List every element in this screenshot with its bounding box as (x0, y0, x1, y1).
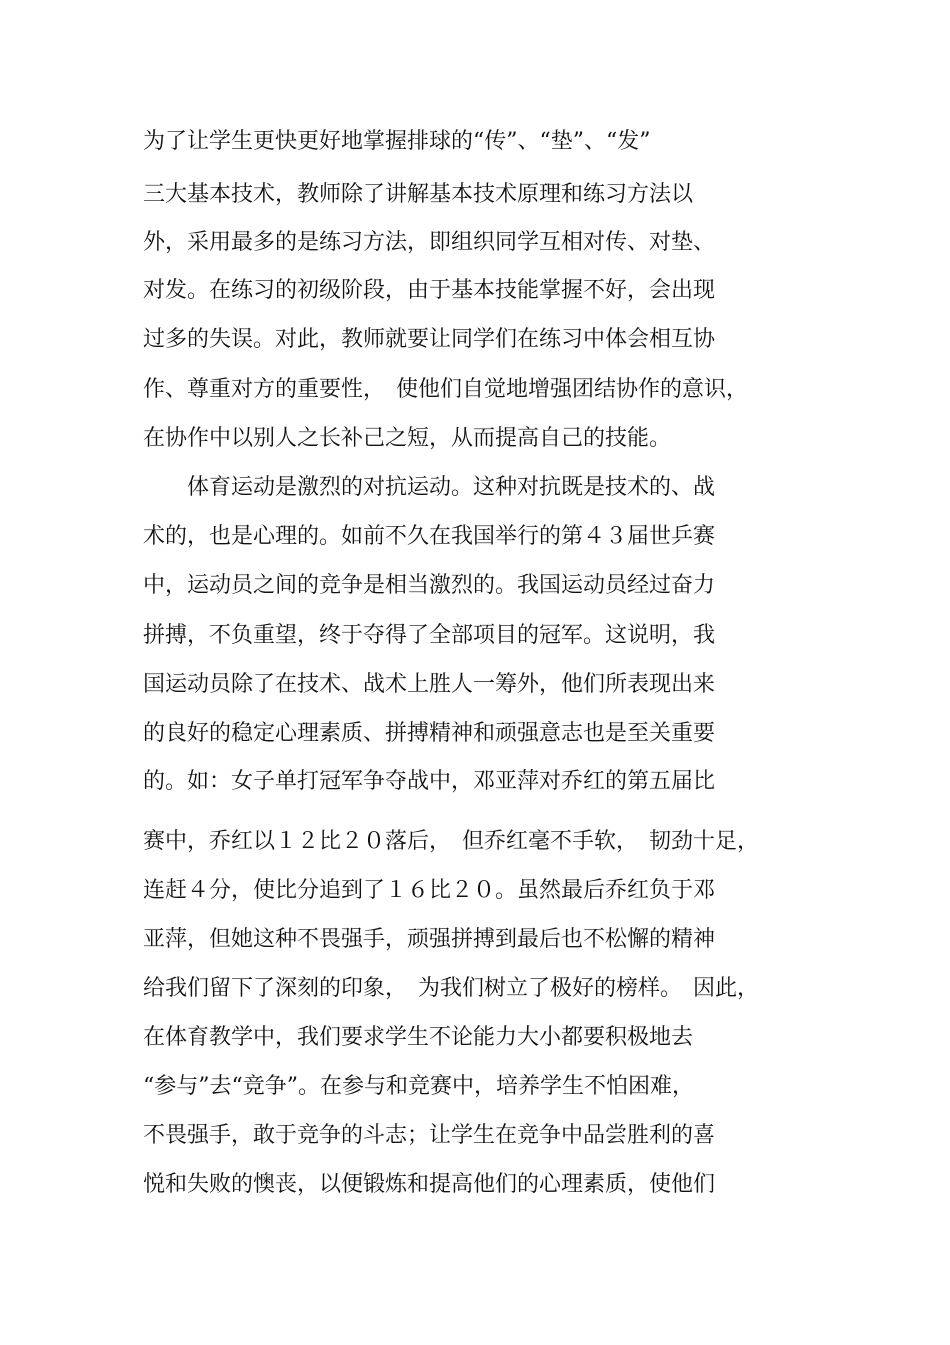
text-line: “参与”去“竞争”。在参与和竞赛中，培养学生不怕困难， (143, 1074, 694, 1099)
text-line: 拼搏，不负重望，终于夺得了全部项目的冠军。这说明，我 (143, 623, 716, 648)
text-line: 对发。在练习的初级阶段，由于基本技能掌握不好，会出现 (143, 278, 716, 303)
text-line: 三大基本技术，教师除了讲解基本技术原理和练习方法以 (143, 182, 694, 207)
text-line: 给我们留下了深刻的印象， 为我们树立了极好的榜样。 因此， (143, 976, 760, 1001)
text-line: 亚萍，但她这种不畏强手，顽强拼搏到最后也不松懈的精神 (143, 927, 716, 952)
text-line: 国运动员除了在技术、战术上胜人一筹外，他们所表现出来 (143, 672, 716, 697)
text-line: 体育运动是激烈的对抗运动。这种对抗既是技术的、战 (143, 475, 716, 500)
text-line: 过多的失误。对此，教师就要让同学们在练习中体会相互协 (143, 327, 716, 352)
text-line: 的良好的稳定心理素质、拼搏精神和顽强意志也是至关重要 (143, 721, 716, 746)
text-line: 在体育教学中，我们要求学生不论能力大小都要积极地去 (143, 1025, 694, 1050)
text-line: 作、尊重对方的重要性， 使他们自觉地增强团结协作的意识， (143, 377, 749, 402)
text-line: 的。如：女子单打冠军争夺战中，邓亚萍对乔红的第五届比 (143, 769, 716, 794)
text-line: 连赶４分，使比分追到了１６比２０。虽然最后乔红负于邓 (143, 878, 716, 903)
text-line: 术的，也是心理的。如前不久在我国举行的第４３届世乒赛 (143, 524, 716, 549)
text-line: 外，采用最多的是练习方法，即组织同学互相对传、对垫、 (143, 230, 716, 255)
text-line: 中，运动员之间的竞争是相当激烈的。我国运动员经过奋力 (143, 573, 716, 598)
text-line: 在协作中以别人之长补己之短，从而提高自己的技能。 (143, 426, 672, 451)
text-line: 为了让学生更快更好地掌握排球的“传”、“垫”、“发” (143, 129, 651, 154)
text-line: 不畏强手，敢于竞争的斗志；让学生在竞争中品尝胜利的喜 (143, 1123, 716, 1148)
text-line: 悦和失败的懊丧，以便锻炼和提高他们的心理素质，使他们 (143, 1172, 716, 1197)
text-line: 赛中，乔红以１２比２０落后， 但乔红毫不手软， 韧劲十足， (143, 829, 760, 854)
